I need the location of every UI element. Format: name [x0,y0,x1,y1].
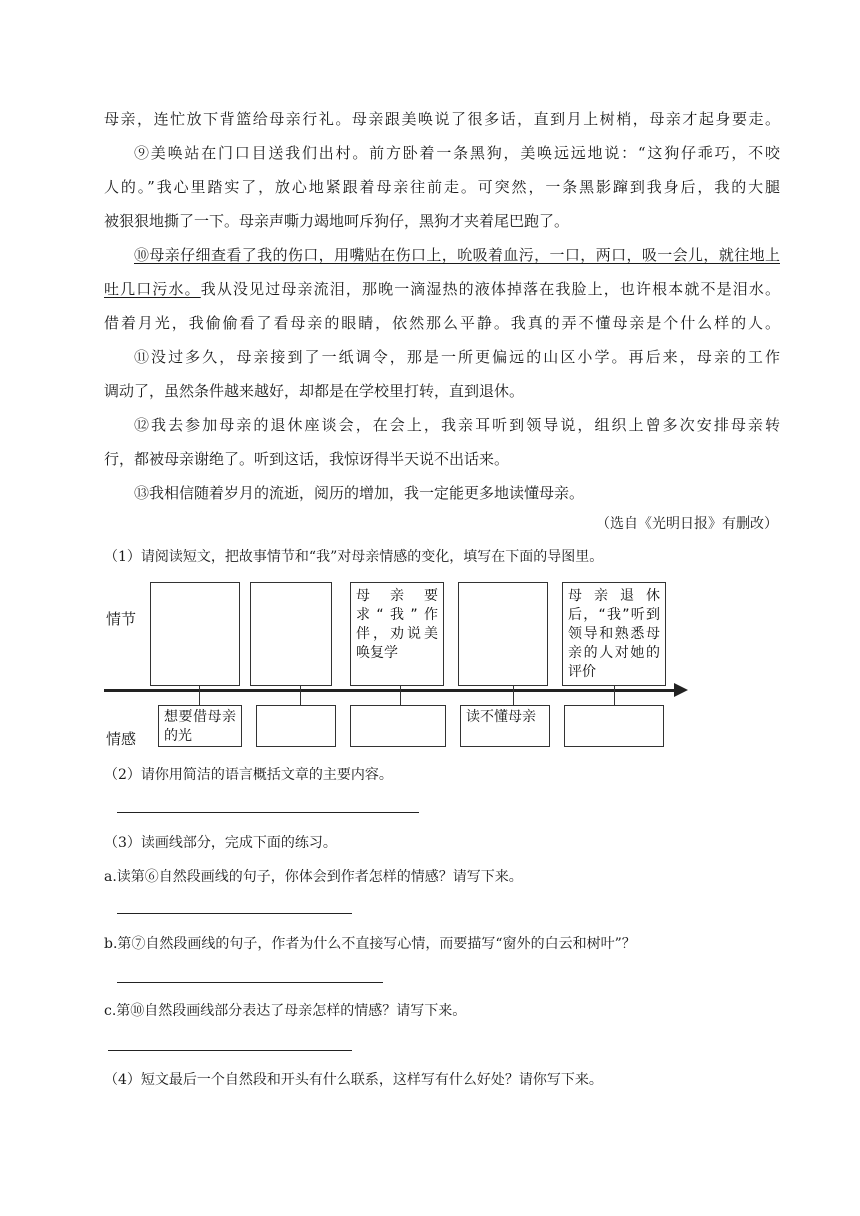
plot-box-5: 母亲退休后，“我”听到领导和熟悉母亲的人对她的评价 [562,582,666,686]
timeline-axis [104,689,676,692]
emotion-box-4: 读不懂母亲 [460,705,550,747]
plot-box-2[interactable] [250,582,332,686]
paragraph-9-line-3: 被狠狠地撕了一下。母亲声嘶力竭地呵斥狗仔，黑狗才夹着尾巴跑了。 [104,212,570,230]
paragraph-9-line-1: ⑨美唤站在门口目送我们出村。前方卧着一条黑狗，美唤远远地说：“这狗仔乖巧，不咬 [134,144,780,162]
paragraph-10-line-3: 借着月光，我偷偷看了看母亲的眼睛，依然那么平静。我真的弄不懂母亲是个什么样的人。 [104,314,780,332]
paragraph-12-line-1: ⑫我去参加母亲的退休座谈会，在会上，我亲耳听到领导说，组织上曾多次安排母亲转 [134,416,780,434]
emotion-box-3[interactable] [350,705,446,747]
emotion-box-2[interactable] [256,705,336,747]
answer-line-q3a[interactable] [117,913,352,914]
paragraph-11-line-2: 调动了，虽然条件越来越好，却都是在学校里打转，直到退休。 [104,382,525,400]
paragraph-10-underlined-tail: 吐几口污水。 [104,280,201,298]
paragraph-10-line-2-rest: 我从没见过母亲流泪，那晚一滴湿热的液体掉落在我脸上，也许根本就不是泪水。 [200,280,780,298]
question-2: （2）请你用简洁的语言概括文章的主要内容。 [104,767,393,783]
question-3c: c.第⑩自然段画线部分表达了母亲怎样的情感？请写下来。 [104,1003,467,1019]
paragraph-10-line-1-underlined: ⑩母亲仔细查看了我的伤口，用嘴贴在伤口上，吮吸着血污，一口，两口，吸一会儿，就往地上 [134,246,780,264]
answer-line-q3b[interactable] [117,982,383,983]
timeline-tick [513,685,514,705]
timeline-tick [614,685,615,705]
paragraph-11-line-1: ⑪没过多久，母亲接到了一纸调令，那是一所更偏远的山区小学。再后来，母亲的工作 [134,348,780,366]
paragraph-12-line-2: 行，都被母亲谢绝了。听到这话，我惊讶得半天说不出话来。 [104,450,510,468]
plot-box-4[interactable] [458,582,548,686]
question-3a: a.读第⑥自然段画线的句子，你体会到作者怎样的情感？请写下来。 [104,869,523,885]
timeline-tick [300,685,301,705]
emotion-row-label: 情感 [106,730,137,748]
question-1: （1）请阅读短文，把故事情节和“我”对母亲情感的变化，填写在下面的导图里。 [104,549,604,565]
question-3: （3）读画线部分，完成下面的练习。 [104,835,337,851]
timeline-arrowhead [674,683,688,697]
plot-row-label: 情节 [106,610,137,628]
plot-box-3: 母亲要求“我”作伴，劝说美唤复学 [350,582,444,686]
paragraph-10-line-2 [104,272,780,306]
paragraph-8-end: 母亲，连忙放下背篮给母亲行礼。母亲跟美唤说了很多话，直到月上树梢，母亲才起身要走。 [104,110,780,128]
mind-map-diagram [104,572,694,762]
source-citation: （选自《光明日报》有删改） [596,516,778,532]
emotion-box-5[interactable] [564,705,664,747]
question-4: （4）短文最后一个自然段和开头有什么联系，这样写有什么好处？请你写下来。 [104,1072,603,1088]
timeline-tick [400,685,401,705]
answer-line-q2[interactable] [117,812,419,813]
emotion-box-1: 想要借母亲的光 [158,705,242,747]
question-3b: b.第⑦自然段画线的句子，作者为什么不直接写心情，而要描写“窗外的白云和树叶”？ [104,936,636,952]
paragraph-13: ⑬我相信随着岁月的流逝，阅历的增加，我一定能更多地读懂母亲。 [134,484,585,502]
paragraph-9-line-2: 人的。”我心里踏实了，放心地紧跟着母亲往前走。可突然，一条黑影蹿到我身后，我的大腿 [104,178,780,196]
timeline-tick [199,685,200,705]
plot-box-1[interactable] [150,582,240,686]
answer-line-q3c[interactable] [108,1050,352,1051]
